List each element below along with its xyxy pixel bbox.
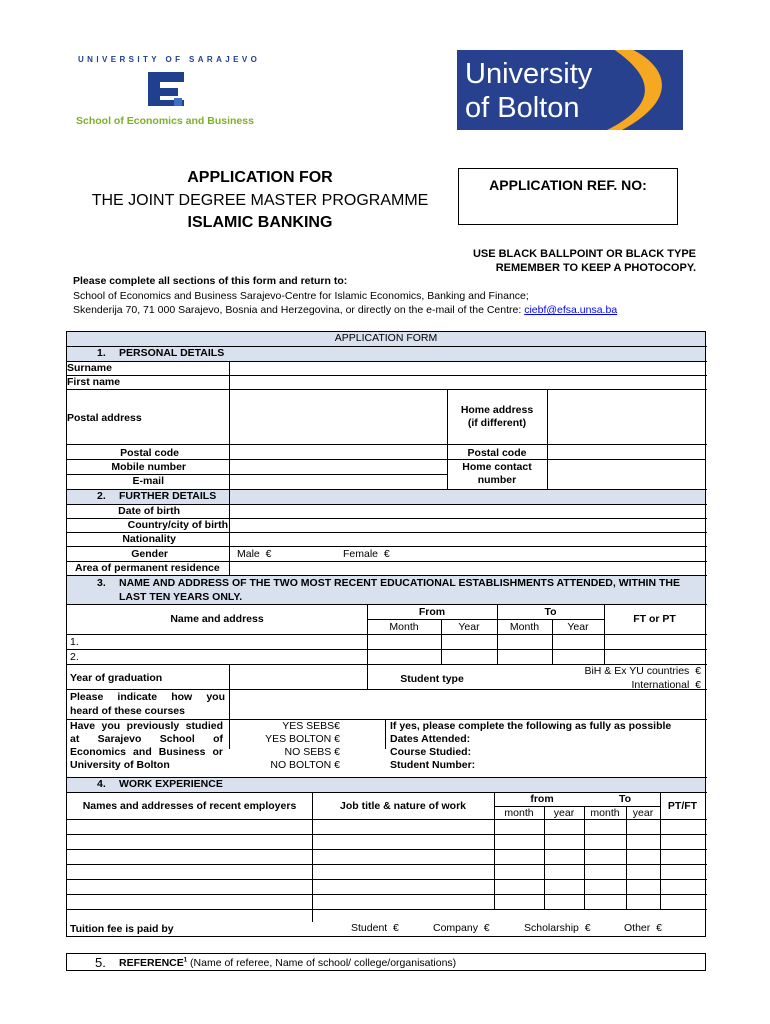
bih-checkbox[interactable]: € bbox=[695, 665, 701, 677]
year-graduation-label: Year of graduation bbox=[70, 672, 163, 684]
bolton-line2: of Bolton bbox=[465, 92, 580, 124]
tuition-scholarship-checkbox[interactable]: € bbox=[584, 922, 591, 934]
residence-input[interactable] bbox=[230, 561, 705, 575]
col-ptft: PT/FT bbox=[667, 800, 698, 812]
col-name-address: Name and address bbox=[170, 613, 264, 625]
tuition-other-checkbox[interactable]: € bbox=[656, 922, 662, 934]
postal-code2-label: Postal code bbox=[467, 447, 527, 459]
dob-input[interactable] bbox=[230, 504, 705, 518]
centre-email-link[interactable]: ciebf@efsa.unsa.ba bbox=[524, 304, 618, 316]
application-form bbox=[66, 331, 706, 937]
work-row-2[interactable] bbox=[67, 835, 705, 849]
female-checkbox[interactable]: € bbox=[383, 548, 390, 560]
gender-male-option[interactable]: Male € bbox=[237, 548, 272, 560]
bih-option[interactable]: BiH & Ex YU countries € bbox=[584, 665, 701, 677]
from-year: Year bbox=[458, 621, 480, 633]
dates-attended-label: Dates Attended: bbox=[390, 733, 471, 745]
ref-number-box[interactable] bbox=[458, 168, 678, 225]
country-input[interactable] bbox=[230, 518, 705, 532]
from-month: Month bbox=[389, 621, 419, 633]
heard-input[interactable] bbox=[230, 689, 705, 719]
no-bolton-option[interactable]: NO BOLTON € bbox=[270, 759, 340, 771]
no-bolton-checkbox[interactable]: € bbox=[334, 759, 340, 771]
work-row-3[interactable] bbox=[67, 850, 705, 864]
yes-bolton-option[interactable]: YES BOLTON € bbox=[265, 733, 340, 745]
international-option[interactable]: International € bbox=[631, 679, 701, 691]
mobile-input[interactable] bbox=[230, 460, 447, 474]
sarajevo-school-text: School of Economics and Business bbox=[76, 115, 254, 127]
address-line2-text: Skenderija 70, 71 000 Sarajevo, Bosnia and Herzegovina, or directly on the e-mail of the Centre: bbox=[73, 304, 525, 316]
work-row-1[interactable] bbox=[67, 820, 705, 834]
form-title-text: APPLICATION FORM bbox=[334, 332, 438, 344]
col-employers: Names and addresses of recent employers bbox=[82, 800, 297, 812]
yes-sebs-checkbox[interactable]: € bbox=[334, 720, 340, 732]
email-label: E-mail bbox=[132, 475, 164, 487]
country-label: Country/city of birth bbox=[127, 519, 228, 531]
work-row-6[interactable] bbox=[67, 895, 705, 909]
gender-female-option[interactable]: Female € bbox=[343, 548, 390, 560]
work-row-4[interactable] bbox=[67, 865, 705, 879]
col-work-from: from bbox=[530, 793, 554, 805]
section1-header: 1. PERSONAL DETAILS bbox=[67, 347, 705, 361]
instruction: Please complete all sections of this form and return to: bbox=[73, 275, 348, 287]
section2-header: 2. FURTHER DETAILS bbox=[67, 490, 705, 504]
student-type-label: Student type bbox=[400, 673, 464, 685]
gender-label: Gender bbox=[131, 548, 168, 560]
section3-header: 3. NAME AND ADDRESS OF THE TWO MOST RECENT EDUCATIONAL ESTABLISHMENTS ATTENDED, WITHIN THE LAST TEN YEARS ONLY. bbox=[67, 576, 705, 604]
postal-code-input[interactable] bbox=[230, 445, 447, 459]
sarajevo-emblem-icon bbox=[144, 69, 190, 109]
tuition-other-option[interactable]: Other € bbox=[624, 922, 662, 934]
work-to-month: month bbox=[590, 807, 620, 819]
year-graduation-input[interactable] bbox=[232, 664, 367, 689]
no-sebs-checkbox[interactable]: € bbox=[334, 746, 340, 758]
postal-address-label: Postal address bbox=[67, 412, 142, 424]
course-studied-label: Course Studied: bbox=[390, 746, 472, 758]
residence-label: Area of permanent residence bbox=[75, 562, 220, 574]
to-month: Month bbox=[509, 621, 540, 633]
edu-row-2[interactable]: 2. bbox=[70, 651, 79, 663]
tuition-company-checkbox[interactable]: € bbox=[483, 922, 490, 934]
sarajevo-logo bbox=[76, 55, 261, 130]
tuition-student-checkbox[interactable]: € bbox=[393, 922, 399, 934]
col-from: From bbox=[418, 606, 446, 618]
col-work-to: To bbox=[618, 793, 632, 805]
tuition-scholarship-option[interactable]: Scholarship € bbox=[524, 922, 591, 934]
heard-label: Please indicate how you bbox=[70, 691, 225, 703]
yes-bolton-checkbox[interactable]: € bbox=[334, 733, 340, 745]
nationality-label: Nationality bbox=[122, 533, 176, 545]
note-ballpoint: USE BLACK BALLPOINT OR BLACK TYPE bbox=[472, 248, 696, 260]
address-line1: School of Economics and Business Sarajevo-Centre for Islamic Economics, Banking and Finance; bbox=[73, 290, 529, 302]
postal-address-input[interactable] bbox=[230, 389, 447, 444]
title-line1: APPLICATION FOR bbox=[187, 169, 333, 186]
bolton-logo bbox=[457, 50, 683, 130]
bolton-line1: University bbox=[465, 58, 593, 90]
title-line3: ISLAMIC BANKING bbox=[187, 214, 333, 231]
ref-number-label: APPLICATION REF. NO: bbox=[489, 177, 647, 193]
tuition-label: Tuition fee is paid by bbox=[70, 923, 174, 935]
note-photocopy: REMEMBER TO KEEP A PHOTOCOPY. bbox=[495, 262, 696, 274]
email-input[interactable] bbox=[230, 474, 447, 488]
international-checkbox[interactable]: € bbox=[695, 679, 701, 691]
home-contact-label: Home contact number bbox=[462, 461, 532, 486]
work-from-year: year bbox=[553, 807, 575, 819]
tuition-student-option[interactable]: Student € bbox=[351, 922, 399, 934]
yes-sebs-option[interactable]: YES SEBS€ bbox=[282, 720, 340, 732]
edu-row-1[interactable]: 1. bbox=[70, 636, 79, 648]
male-checkbox[interactable]: € bbox=[265, 548, 272, 560]
surname-label: Surname bbox=[67, 362, 112, 374]
title-line2: THE JOINT DEGREE MASTER PROGRAMME bbox=[91, 192, 429, 209]
student-number-label: Student Number: bbox=[390, 759, 476, 771]
col-ftpt: FT or PT bbox=[633, 613, 676, 625]
section5-title: REFERENCE$^1$ (Name of referee, Name of school/ college/organisations) bbox=[119, 957, 457, 969]
form-title bbox=[67, 332, 705, 346]
col-to: To bbox=[544, 606, 557, 618]
section5-number: 5. bbox=[95, 955, 106, 970]
to-year: Year bbox=[567, 621, 589, 633]
work-to-year: year bbox=[632, 807, 654, 819]
first-name-input[interactable] bbox=[230, 375, 705, 389]
tuition-company-option[interactable]: Company € bbox=[433, 922, 490, 934]
postal-code-label: Postal code bbox=[120, 447, 179, 459]
nationality-input[interactable] bbox=[230, 532, 705, 546]
sarajevo-university-text: UNIVERSITY OF SARAJEVO bbox=[78, 55, 261, 64]
no-sebs-option[interactable]: NO SEBS € bbox=[284, 746, 340, 758]
mobile-label: Mobile number bbox=[111, 461, 186, 473]
surname-input[interactable] bbox=[230, 361, 705, 375]
home-address-input[interactable] bbox=[547, 389, 705, 444]
first-name-label: First name bbox=[67, 376, 121, 388]
home-address-label: Home address (if different) bbox=[460, 404, 534, 429]
work-from-month: month bbox=[504, 807, 534, 819]
dob-label: Date of birth bbox=[118, 505, 180, 517]
if-yes-details: If yes, please complete the following as fully as possible Dates Attended: Course Studied: Student Number: bbox=[390, 720, 705, 772]
work-row-5[interactable] bbox=[67, 880, 705, 894]
section4-header: 4. WORK EXPERIENCE bbox=[67, 778, 705, 792]
section5-header bbox=[66, 953, 706, 971]
col-job: Job title & nature of work bbox=[339, 800, 466, 812]
previous-options bbox=[230, 720, 340, 772]
address-line2 bbox=[73, 304, 617, 316]
heard-label-2: heard of these courses bbox=[70, 705, 185, 717]
previously-studied-label: Have you previously studied at Sarajevo School of Economics and Business or University of Bolton bbox=[70, 720, 223, 771]
